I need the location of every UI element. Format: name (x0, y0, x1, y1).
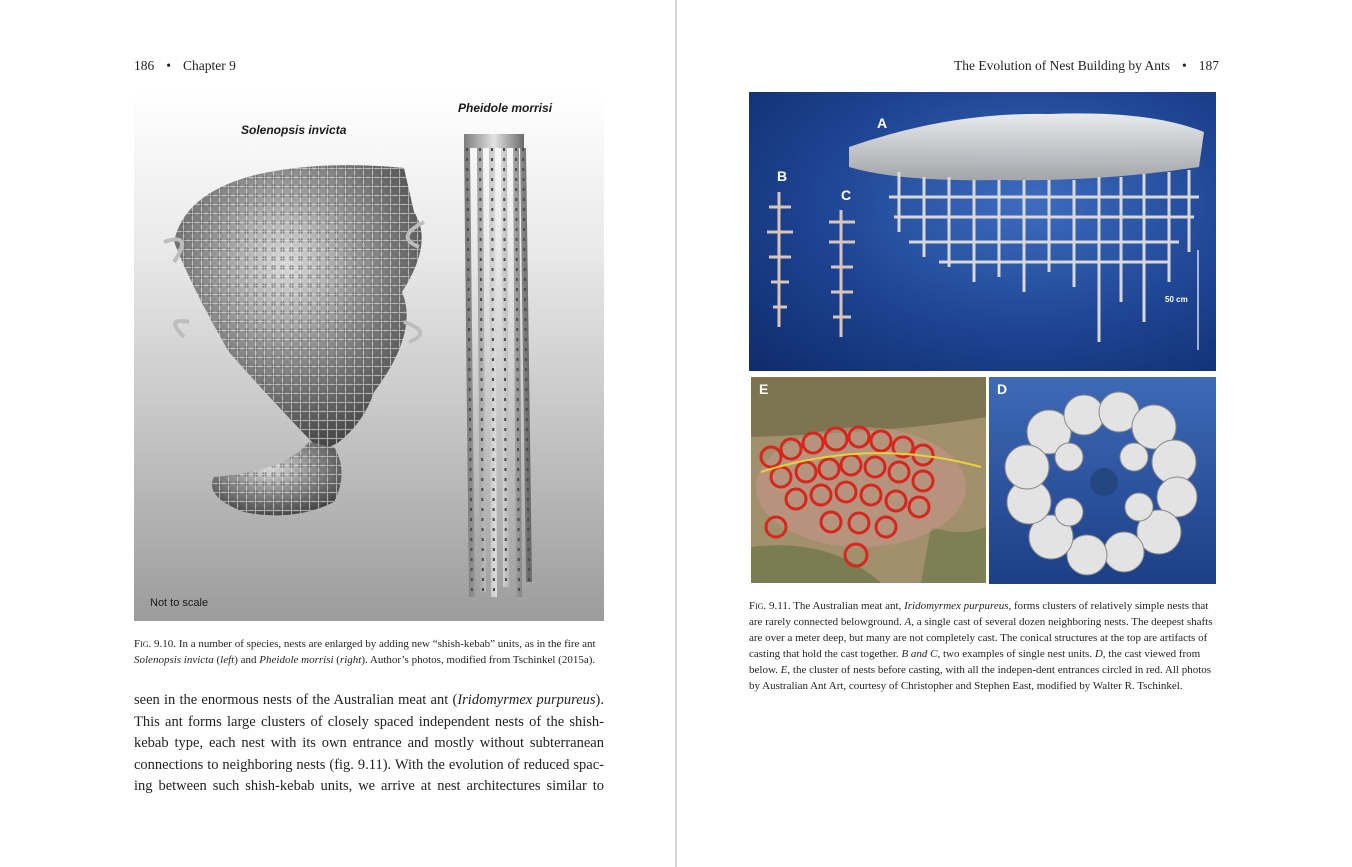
cast-a (849, 113, 1204, 342)
figure-9-11-panel-abc (749, 92, 1216, 371)
body-paragraph (134, 690, 604, 798)
caption-text: In a number of species, nests are enlarged by adding new “shish-kebab” units, as in the fire ant (176, 638, 596, 650)
figure-9-11-panel-e (751, 377, 986, 583)
caption-text: , the cast viewed from below. (749, 648, 1201, 676)
not-to-scale-note: Not to scale (150, 597, 209, 609)
left-head-separator: • (166, 58, 171, 73)
caption-panel-ref: D (1094, 648, 1103, 660)
label-solenopsis-invicta: Solenopsis invicta (241, 123, 347, 137)
caption-text: , a single cast of several dozen neighboring nests. The deepest shafts are over a meter deep, but many are not completely cast. The conical structures at the top are artifacts of casting that hold the cast together. (749, 616, 1213, 660)
caption-panel-ref: A (904, 616, 912, 628)
label-pheidole-morrisi: Pheidole morrisi (458, 101, 553, 115)
panel-label-b: B (777, 168, 788, 184)
caption-text: , forms clusters of relatively simple nests that are rarely connected belowground. (749, 600, 1209, 628)
caption-species-name: Iridomyrmex purpureus (904, 600, 1009, 612)
caption-position-word: left (220, 654, 235, 666)
panel-label-c: C (841, 187, 852, 203)
cast-b (767, 192, 793, 327)
body-line-2: This ant forms large clusters of closely spaced independent nests of the shish- (134, 713, 604, 730)
solenopsis-cast (164, 165, 424, 515)
right-head-separator: • (1182, 58, 1187, 73)
caption-text: ) and (234, 654, 260, 666)
caption-text: ( (333, 654, 340, 666)
running-title: The Evolution of Nest Building by Ants (954, 58, 1171, 73)
figure-9-11-panel-d (989, 377, 1216, 584)
caption-text: , the cluster of nests before casting, with all the indepen-dent entrances circled in red. All photos by Australian Ant Art, courtesy of Christopher and Stephen East, modified by Walter R. Tschinkel. (749, 664, 1212, 692)
caption-panel-ref: B and C (901, 648, 938, 660)
caption-species-name: Pheidole morrisi (259, 654, 334, 666)
body-line-3: kebab type, each nest with its own entrance and mostly without subterranean (134, 735, 604, 751)
caption-text: The Australian meat ant, (790, 600, 905, 612)
nest-casts-illustration (134, 92, 604, 621)
right-page (677, 0, 1352, 867)
figure-9-10-caption (134, 636, 604, 668)
caption-text: ). Author’s photos, modified from Tschinkel (2015a). (361, 654, 596, 666)
left-page (0, 0, 675, 867)
scale-label: 50 cm (1165, 295, 1188, 304)
figure-9-10-photo (134, 92, 604, 621)
body-line-4: connections to neighboring nests (fig. 9.11). With the evolution of reduced spac- (134, 756, 604, 773)
cast-from-below-illustration (989, 377, 1216, 584)
caption-figure-label: Fig. 9.10. (134, 638, 177, 650)
body-species-name: Iridomyrmex purpureus (457, 692, 596, 708)
caption-text: , two examples of single nest units. (937, 648, 1095, 660)
figure-9-11-caption (749, 598, 1219, 694)
caption-species-name: Solenopsis invicta (134, 654, 214, 666)
left-page-number: 186 (134, 58, 155, 73)
body-line-1: seen in the enormous nests of the Australian meat ant (Iridomyrmex purpureus). (134, 692, 604, 708)
caption-panel-ref: E (780, 664, 788, 676)
cast-c (829, 210, 855, 337)
right-running-head (954, 58, 1219, 74)
body-line-5: ing between such shish-kebab units, we arrive at nest architectures similar to (134, 778, 604, 794)
chapter-title: Chapter 9 (182, 58, 236, 73)
right-page-number: 187 (1198, 58, 1219, 73)
panel-label-e: E (759, 381, 769, 397)
panel-label-a: A (877, 115, 888, 131)
caption-position-word: right (339, 654, 362, 666)
pheidole-cast (464, 134, 529, 597)
caption-figure-label: Fig. 9.11. (749, 600, 791, 612)
caption-text: ( (213, 654, 221, 666)
panel-label-d: D (997, 381, 1008, 397)
left-running-head (134, 58, 236, 74)
ground-entrances-illustration (751, 377, 986, 583)
meat-ant-casts-illustration (749, 92, 1216, 371)
